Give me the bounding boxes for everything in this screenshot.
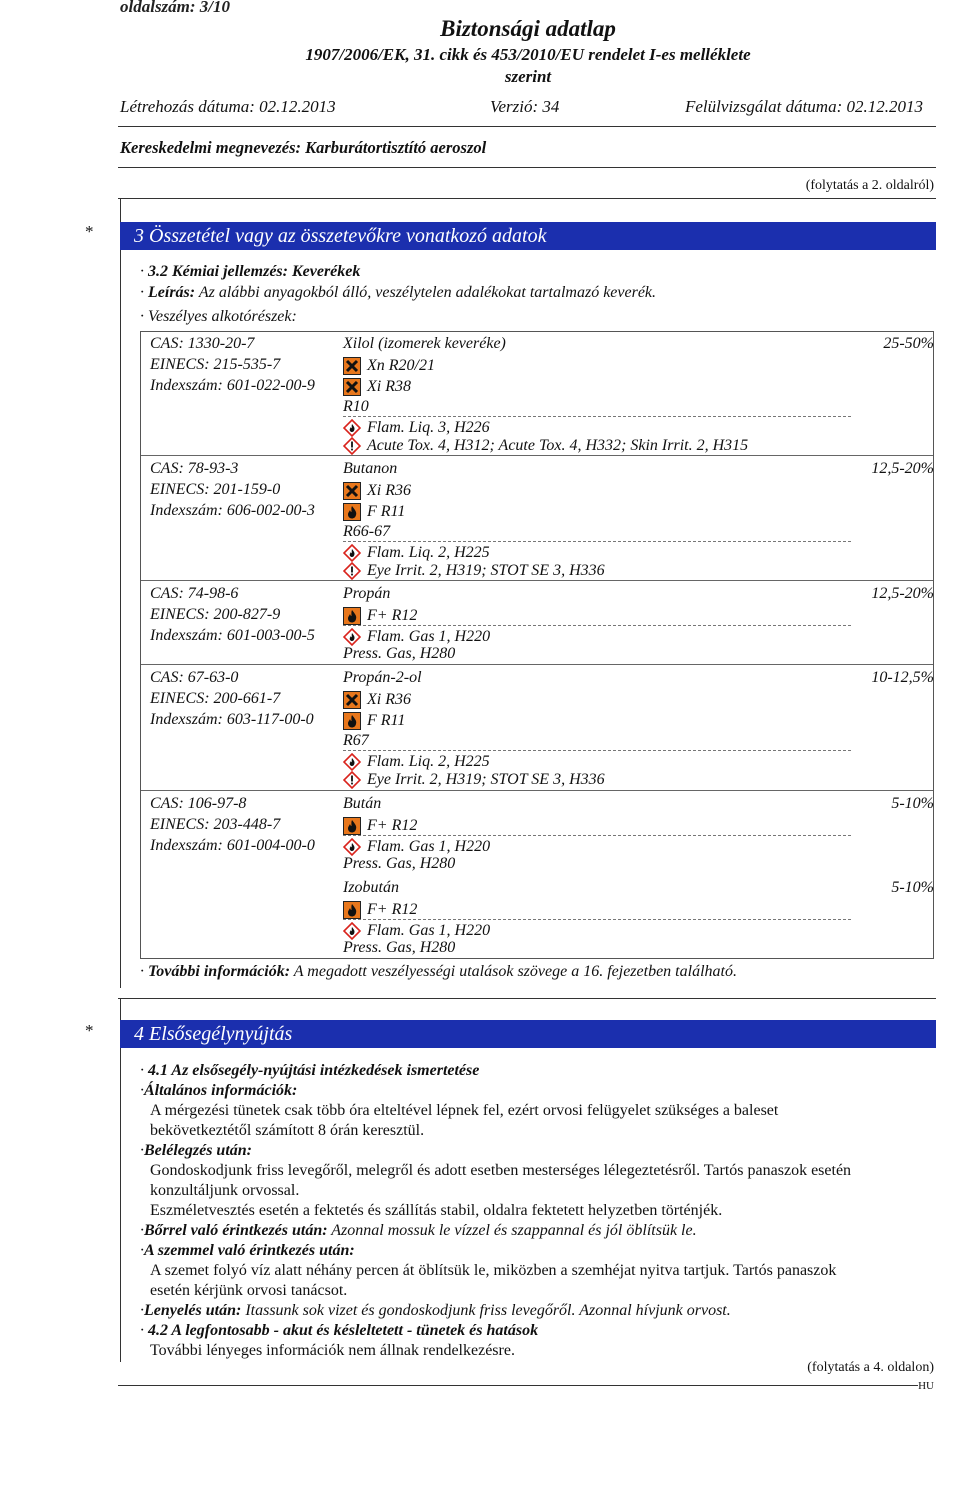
hazard-text: F+ R12 bbox=[367, 816, 418, 834]
component-separator bbox=[141, 455, 933, 456]
general-info-label: ·Általános információk: bbox=[140, 1082, 298, 1099]
general-info-text: A mérgezési tünetek csak több óra elteltével lépnek fel, ezért orvosi felügyelet szükséges a baleset bbox=[150, 1102, 779, 1119]
flame-square-icon bbox=[343, 817, 361, 835]
hazard-text: R10 bbox=[343, 398, 369, 416]
flame-diamond-icon bbox=[343, 419, 361, 437]
hazard-text: Eye Irrit. 2, H319; STOT SE 3, H336 bbox=[367, 561, 605, 579]
hazard-line bbox=[343, 770, 605, 790]
inhalation-text-2: konzultáljunk orvossal. bbox=[150, 1182, 300, 1199]
flame-square-icon bbox=[343, 503, 361, 521]
component-percent: 12,5-20% bbox=[871, 460, 934, 477]
regulation-subtitle: 1907/2006/EK, 31. cikk és 453/2010/EU rendelet I-es melléklete bbox=[305, 45, 751, 64]
component-cas: CAS: 106-97-8 bbox=[150, 795, 247, 812]
inhalation-text: Gondoskodjunk friss levegőről, melegről és adott esetben mesterséges lélegeztetésről. Tartós panaszok esetén bbox=[150, 1162, 852, 1179]
hazard-line bbox=[343, 502, 405, 522]
hazard-text: F R11 bbox=[367, 711, 406, 729]
change-marker-4: * bbox=[85, 1021, 94, 1040]
line-4-2: · 4.2 A legfontosabb - akut és késleltetett - tünetek és hatások bbox=[140, 1322, 539, 1339]
component-einecs: EINECS: 201-159-0 bbox=[150, 480, 281, 498]
component-index: Indexszám: 601-003-00-5 bbox=[150, 626, 315, 644]
hazard-line bbox=[343, 816, 417, 836]
change-bar bbox=[120, 198, 121, 988]
component-name: Izobután bbox=[343, 879, 399, 896]
component-name: Butanon bbox=[343, 460, 398, 477]
hazard-line bbox=[343, 690, 411, 710]
section-3-heading: 3 Összetétel vagy az összetevőkre vonatkozó adatok bbox=[120, 222, 936, 250]
classification-divider bbox=[343, 919, 851, 920]
component-cas: CAS: 1330-20-7 bbox=[150, 335, 255, 352]
hazard-text: Acute Tox. 4, H312; Acute Tox. 4, H332; Skin Irrit. 2, H315 bbox=[367, 436, 749, 454]
eye-contact-text: A szemet folyó víz alatt néhány percen át öblítsük le, miközben a szemhéjat nyitva tartjuk. Tartós panaszok bbox=[150, 1262, 837, 1279]
component-percent: 12,5-20% bbox=[871, 585, 934, 602]
x-cross-icon bbox=[343, 378, 361, 396]
hazard-text: Flam. Liq. 2, H225 bbox=[367, 753, 490, 771]
component-cas: CAS: 74-98-6 bbox=[150, 585, 239, 602]
line-3-2: · 3.2 Kémiai jellemzés: Keverékek bbox=[140, 263, 361, 280]
component-index: Indexszám: 601-004-00-0 bbox=[150, 836, 315, 854]
component-cas: CAS: 78-93-3 bbox=[150, 460, 239, 477]
ingestion-line: ·Lenyelés után: Itassunk sok vizet és gondoskodjunk friss levegőről. Azonnal hívjunk orvost. bbox=[140, 1302, 731, 1319]
component-name: Propán bbox=[343, 585, 391, 602]
section-4-heading: 4 Elsősegélynyújtás bbox=[120, 1020, 936, 1048]
hazard-text: R66-67 bbox=[343, 523, 391, 541]
hazard-line bbox=[343, 731, 369, 751]
continued-from: (folytatás a 2. oldalról) bbox=[805, 178, 934, 193]
hazard-line bbox=[343, 356, 435, 376]
flame-diamond-icon bbox=[343, 544, 361, 562]
document-title: Biztonsági adatlap bbox=[440, 16, 616, 41]
exclamation-diamond-icon bbox=[343, 562, 361, 580]
description-line: · Leírás: Az alábbi anyagokból álló, veszélytelen adalékokat tartalmazó keverék. bbox=[140, 284, 657, 301]
inhalation-text-3: Eszméletvesztés esetén a fektetés és szállítás stabil, oldalra fektetett helyzetben történjék. bbox=[150, 1202, 723, 1219]
change-bar-4 bbox=[120, 998, 121, 1362]
hazardous-components-title: · Veszélyes alkotórészek: bbox=[140, 308, 297, 325]
version: Verzió: 34 bbox=[490, 97, 560, 116]
hazard-text: Flam. Liq. 2, H225 bbox=[367, 544, 490, 562]
flame-diamond-icon bbox=[343, 753, 361, 771]
hazard-line bbox=[343, 436, 748, 456]
hazardous-components-table bbox=[140, 331, 934, 959]
flame-diamond-icon bbox=[343, 628, 361, 646]
flame-square-icon bbox=[343, 607, 361, 625]
flame-diamond-icon bbox=[343, 838, 361, 856]
component-percent: 5-10% bbox=[891, 879, 934, 896]
hazard-text: F R11 bbox=[367, 502, 406, 520]
component-einecs: EINECS: 200-661-7 bbox=[150, 689, 281, 707]
exclamation-diamond-icon bbox=[343, 437, 361, 455]
component-separator bbox=[141, 580, 933, 581]
exclamation-diamond-icon bbox=[343, 771, 361, 789]
line-4-1: · 4.1 Az elsősegély-nyújtási intézkedések ismertetése bbox=[140, 1062, 480, 1079]
hazard-line bbox=[343, 561, 605, 581]
hazard-line bbox=[343, 377, 411, 397]
component-index: Indexszám: 603-117-00-0 bbox=[150, 710, 314, 728]
flame-square-icon bbox=[343, 901, 361, 919]
hazard-text: Press. Gas, H280 bbox=[343, 855, 456, 873]
hazard-line bbox=[343, 938, 455, 958]
header-divider bbox=[118, 126, 936, 127]
x-cross-icon bbox=[343, 482, 361, 500]
header-divider-2 bbox=[118, 167, 936, 168]
component-percent: 25-50% bbox=[883, 335, 934, 352]
language-code: HU bbox=[918, 1380, 934, 1392]
component-percent: 5-10% bbox=[891, 795, 934, 812]
hazard-text: Eye Irrit. 2, H319; STOT SE 3, H336 bbox=[367, 770, 605, 788]
component-einecs: EINECS: 200-827-9 bbox=[150, 605, 281, 623]
further-info-line: · További információk: A megadott veszélyességi utalások szövege a 16. fejezetben található. bbox=[140, 963, 737, 980]
eye-contact-label: ·A szemmel való érintkezés után: bbox=[140, 1242, 355, 1259]
classification-divider bbox=[343, 750, 851, 751]
flame-diamond-icon bbox=[343, 922, 361, 940]
hazard-text: Xi R38 bbox=[367, 377, 411, 395]
footer-divider bbox=[118, 1385, 918, 1386]
component-separator bbox=[141, 664, 933, 665]
skin-contact-line: ·Bőrrel való érintkezés után: Azonnal mossuk le vízzel és szappannal és jól öblítsük le. bbox=[140, 1222, 697, 1239]
component-index: Indexszám: 601-022-00-9 bbox=[150, 376, 315, 394]
classification-divider bbox=[343, 835, 851, 836]
page-number: oldalszám: 3/10 bbox=[120, 0, 231, 16]
component-separator bbox=[141, 790, 933, 791]
x-cross-icon bbox=[343, 357, 361, 375]
flame-square-icon bbox=[343, 712, 361, 730]
regulation-subtitle-cont: szerint bbox=[504, 67, 552, 86]
trade-name: Kereskedelmi megnevezés: Karburátortisztító aeroszol bbox=[120, 138, 487, 157]
continued-to: (folytatás a 4. oldalon) bbox=[807, 1360, 934, 1375]
hazard-text: Xi R36 bbox=[367, 481, 411, 499]
component-name: Propán-2-ol bbox=[343, 669, 422, 686]
component-name: Bután bbox=[343, 795, 382, 812]
hazard-text: Xn R20/21 bbox=[367, 356, 435, 374]
eye-contact-text-2: esetén kérjünk orvosi tanácsot. bbox=[150, 1282, 348, 1299]
component-einecs: EINECS: 203-448-7 bbox=[150, 815, 281, 833]
revision-date: Felülvizsgálat dátuma: 02.12.2013 bbox=[685, 97, 923, 116]
hazard-text: Xi R36 bbox=[367, 690, 411, 708]
hazard-text: Press. Gas, H280 bbox=[343, 939, 456, 957]
x-cross-icon bbox=[343, 691, 361, 709]
hazard-text: Flam. Gas 1, H220 bbox=[367, 837, 491, 855]
hazard-line bbox=[343, 397, 369, 417]
line-4-2-text: További lényeges információk nem állnak rendelkezésre. bbox=[150, 1342, 515, 1359]
hazard-line bbox=[343, 606, 417, 626]
hazard-text: R67 bbox=[343, 732, 369, 750]
hazard-line bbox=[343, 522, 390, 542]
hazard-line bbox=[343, 644, 455, 664]
hazard-text: Flam. Gas 1, H220 bbox=[367, 627, 491, 645]
hazard-text: Press. Gas, H280 bbox=[343, 645, 456, 663]
classification-divider bbox=[343, 416, 851, 417]
component-name: Xilol (izomerek keveréke) bbox=[343, 335, 506, 352]
change-marker: * bbox=[85, 222, 94, 241]
hazard-line bbox=[343, 900, 417, 920]
component-percent: 10-12,5% bbox=[871, 669, 934, 686]
hazard-text: F+ R12 bbox=[367, 606, 418, 624]
section-top-divider bbox=[118, 198, 936, 199]
component-einecs: EINECS: 215-535-7 bbox=[150, 355, 281, 373]
section-divider bbox=[118, 998, 936, 999]
hazard-line bbox=[343, 481, 411, 501]
hazard-line bbox=[343, 711, 405, 731]
hazard-line bbox=[343, 854, 455, 874]
classification-divider bbox=[343, 541, 851, 542]
hazard-text: F+ R12 bbox=[367, 900, 418, 918]
creation-date: Létrehozás dátuma: 02.12.2013 bbox=[120, 97, 336, 116]
component-index: Indexszám: 606-002-00-3 bbox=[150, 501, 315, 519]
inhalation-label: ·Belélegzés után: bbox=[140, 1142, 252, 1159]
hazard-text: Flam. Gas 1, H220 bbox=[367, 921, 491, 939]
general-info-text-2: bekövetkeztétől számított 8 órán keresztül. bbox=[150, 1122, 425, 1139]
classification-divider bbox=[343, 625, 851, 626]
hazard-text: Flam. Liq. 3, H226 bbox=[367, 419, 490, 437]
component-cas: CAS: 67-63-0 bbox=[150, 669, 239, 686]
